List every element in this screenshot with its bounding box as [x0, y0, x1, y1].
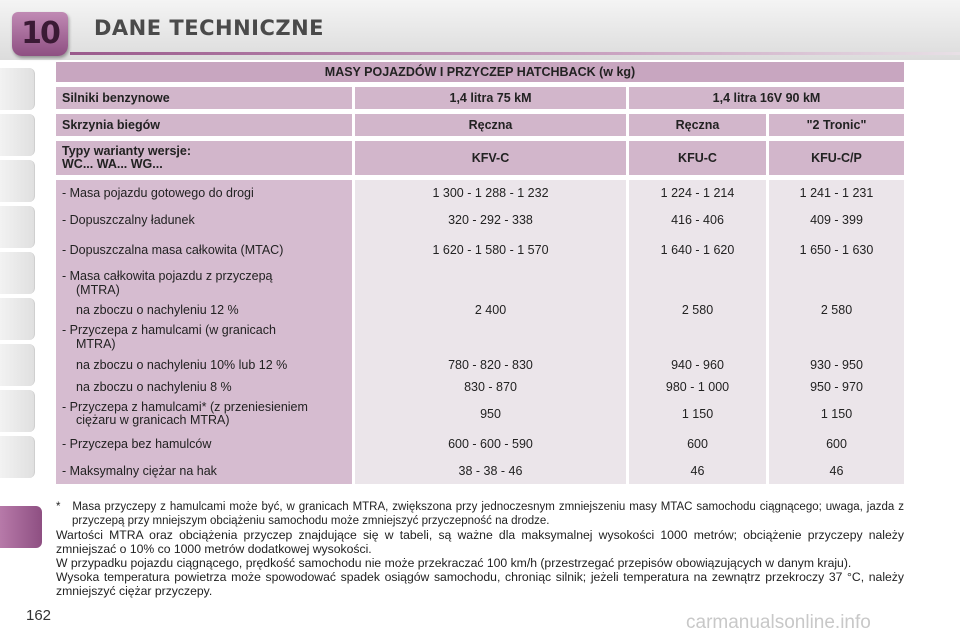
table-title: MASY POJAZDÓW I PRZYCZEP HATCHBACK (w kg) — [56, 62, 904, 82]
note-paragraph: Wartości MTRA oraz obciążenia przyczep znajdujące się w tabeli, są ważne dla maksymalnej wysokości 1000 metrów; obciążenie przyczepy należy zmniejszać o 10% co 1000 metrów dodatkowej wysokości. — [56, 528, 904, 556]
row-value: 930 - 950 — [766, 354, 904, 376]
row-value: 409 - 399 — [766, 206, 904, 234]
row-value: 830 - 870 — [352, 376, 626, 398]
types-label-line2: WC... WA... WG... — [62, 157, 163, 171]
row-value: 950 - 970 — [766, 376, 904, 398]
table-row — [56, 266, 904, 300]
row-value: 1 224 - 1 214 — [626, 180, 766, 206]
table-row — [56, 458, 904, 484]
row-value: 320 - 292 - 338 — [352, 206, 626, 234]
side-tab-active[interactable] — [0, 506, 42, 548]
row-value: 1 150 — [766, 398, 904, 430]
side-tab[interactable] — [0, 436, 35, 478]
row-label: - Masa pojazdu gotowego do drogi — [56, 180, 352, 206]
row-value: 1 650 - 1 630 — [766, 234, 904, 266]
types-label-line1: Typy warianty wersje: — [62, 144, 191, 158]
side-tab[interactable] — [0, 160, 35, 202]
row-value: 980 - 1 000 — [626, 376, 766, 398]
row-value: 1 620 - 1 580 - 1 570 — [352, 234, 626, 266]
row-label — [56, 300, 352, 320]
types-row — [56, 141, 904, 175]
row-value: 780 - 820 - 830 — [352, 354, 626, 376]
row-value — [766, 320, 904, 354]
row-value — [626, 266, 766, 300]
row-label — [56, 354, 352, 376]
row-value: 2 580 — [626, 300, 766, 320]
gearbox-label: Skrzynia biegów — [56, 114, 352, 136]
row-value: 2 400 — [352, 300, 626, 320]
side-tab[interactable] — [0, 390, 35, 432]
table-row — [56, 206, 904, 234]
row-label-line1: - Przyczepa z hamulcami (w granicach — [62, 323, 276, 337]
side-tab[interactable] — [0, 68, 35, 110]
row-value: 950 — [352, 398, 626, 430]
footnote-text: Masa przyczepy z hamulcami może być, w granicach MTRA, zwiększona przy jednoczesnym zmniejszeniu masy MTAC samochodu ciągnącego; uwaga, jazda z przyczepą przy mniejszym obciążeniu samochodu może zmniejszyć przyczepność na drodze. — [72, 501, 904, 527]
row-value: 46 — [626, 458, 766, 484]
footnote-mark: * — [56, 501, 61, 513]
row-label-line2: (MTRA) — [76, 283, 120, 297]
row-value: 940 - 960 — [626, 354, 766, 376]
engines-label: Silniki benzynowe — [56, 87, 352, 109]
notes-section — [56, 500, 904, 598]
row-value: 1 150 — [626, 398, 766, 430]
watermark: carmanualsonline.info — [686, 612, 871, 633]
row-value: 1 640 - 1 620 — [626, 234, 766, 266]
row-value: 416 - 406 — [626, 206, 766, 234]
row-label — [56, 398, 352, 430]
gearbox-row — [56, 114, 904, 136]
row-value: 1 241 - 1 231 — [766, 180, 904, 206]
side-tab[interactable] — [0, 206, 35, 248]
side-tab[interactable] — [0, 298, 35, 340]
table-row — [56, 300, 904, 320]
row-label: - Dopuszczalna masa całkowita (MTAC) — [56, 234, 352, 266]
gearbox-value: Ręczna — [626, 114, 766, 136]
row-label-line1: - Masa całkowita pojazdu z przyczepą — [62, 269, 273, 283]
table-row — [56, 180, 904, 206]
row-value — [766, 266, 904, 300]
table-row — [56, 354, 904, 376]
table-row — [56, 376, 904, 398]
table-row — [56, 320, 904, 354]
row-value — [352, 266, 626, 300]
row-label — [56, 266, 352, 300]
page-number: 162 — [26, 607, 52, 624]
row-label-text: na zboczu o nachyleniu 8 % — [76, 380, 232, 394]
row-label: - Przyczepa bez hamulców — [56, 430, 352, 458]
engine-col2: 1,4 litra 16V 90 kM — [626, 87, 904, 109]
side-tab[interactable] — [0, 252, 35, 294]
row-label: - Maksymalny ciężar na hak — [56, 458, 352, 484]
gearbox-value: Ręczna — [352, 114, 626, 136]
row-value: 38 - 38 - 46 — [352, 458, 626, 484]
row-value: 1 300 - 1 288 - 1 232 — [352, 180, 626, 206]
row-label-line2: MTRA) — [76, 337, 116, 351]
row-label-line1: - Przyczepa z hamulcami* (z przeniesieniem — [62, 400, 308, 414]
engine-col1: 1,4 litra 75 kM — [352, 87, 626, 109]
row-label — [56, 376, 352, 398]
type-code: KFU-C — [626, 141, 766, 175]
type-code: KFU-C/P — [766, 141, 904, 175]
chapter-badge: 10 — [12, 12, 68, 56]
vehicle-mass-table — [56, 62, 904, 484]
table-title-row — [56, 62, 904, 82]
row-value — [626, 320, 766, 354]
row-label-text: na zboczu o nachyleniu 10% lub 12 % — [76, 358, 288, 372]
row-value: 46 — [766, 458, 904, 484]
row-label: - Dopuszczalny ładunek — [56, 206, 352, 234]
row-label — [56, 320, 352, 354]
engines-row — [56, 87, 904, 109]
note-paragraph: Wysoka temperatura powietrza może spowodować spadek osiągów samochodu, chroniąc silnik; jeżeli temperatura na zewnątrz przekroczy 37 °C, należy zmniejszyć ciężar przyczepy. — [56, 570, 904, 598]
header-underline — [70, 52, 960, 55]
table-row — [56, 234, 904, 266]
row-value — [352, 320, 626, 354]
types-label — [56, 141, 352, 175]
table-row — [56, 398, 904, 430]
gearbox-value: "2 Tronic" — [766, 114, 904, 136]
note-paragraph: W przypadku pojazdu ciągnącego, prędkość samochodu nie może przekraczać 100 km/h (przestrzegać przepisów obowiązujących w danym kraju). — [56, 556, 852, 570]
row-value: 600 — [766, 430, 904, 458]
row-value: 2 580 — [766, 300, 904, 320]
page-title: DANE TECHNICZNE — [94, 16, 325, 40]
side-tab[interactable] — [0, 114, 35, 156]
footnote — [56, 500, 904, 528]
type-code: KFV-C — [352, 141, 626, 175]
row-value: 600 — [626, 430, 766, 458]
side-tab[interactable] — [0, 344, 35, 386]
table-row — [56, 430, 904, 458]
row-label-text: na zboczu o nachyleniu 12 % — [76, 303, 239, 317]
row-value: 600 - 600 - 590 — [352, 430, 626, 458]
row-label-line2: ciężaru w granicach MTRA) — [76, 413, 230, 427]
